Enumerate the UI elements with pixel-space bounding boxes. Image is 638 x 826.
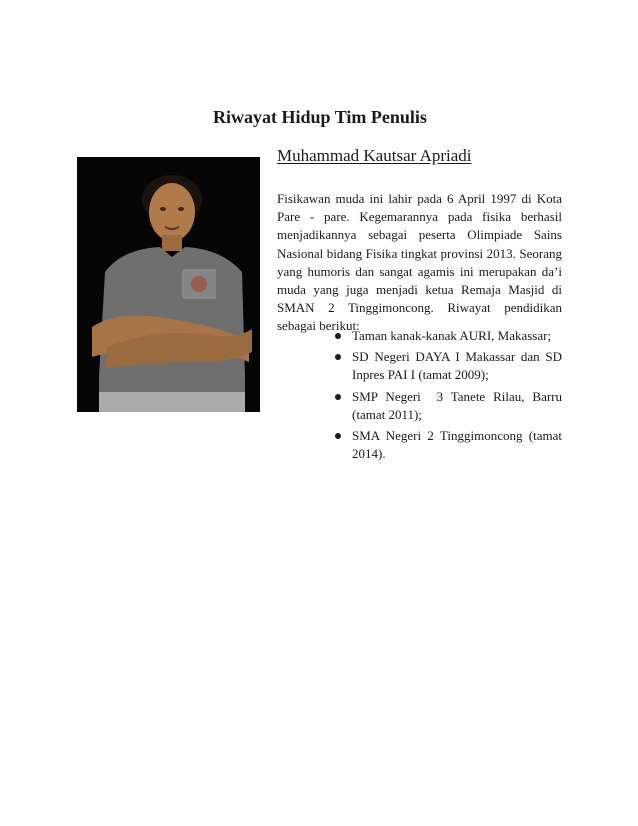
education-list — [332, 327, 566, 466]
bullet-icon — [335, 354, 341, 360]
education-item — [332, 388, 566, 424]
education-item-text: SMA Negeri 2 Tinggimoncong (tamat 2014). — [352, 428, 562, 462]
education-item-text: SMP Negeri 3 Tanete Rilau, Barru (tamat 2011); — [352, 388, 566, 422]
education-item — [332, 327, 562, 345]
page-title: Riwayat Hidup Tim Penulis — [213, 107, 427, 127]
education-item — [332, 348, 562, 384]
author-portrait-illustration — [77, 157, 260, 412]
bullet-icon — [335, 433, 341, 439]
education-item — [332, 427, 562, 463]
author-bio: Fisikawan muda ini lahir pada 6 April 1997 di Kota Pare - pare. Kegemarannya pada fisika berhasil menjadikannya sebagai peserta Olimpiade Sains Nasional bidang Fisika tingkat provinsi 2013. Seorang yang humoris dan sangat agamis ini merupakan da’i muda yang juga menjadi ketua Remaja Masjid di SMAN 2 Tinggimoncong. Riwayat pendidikan sebagai berikut: — [277, 191, 562, 334]
author-photo — [77, 157, 260, 412]
author-name: Muhammad Kautsar Apriadi — [277, 146, 472, 165]
bullet-icon — [335, 333, 341, 339]
bullet-icon — [335, 394, 341, 400]
education-item-text: SD Negeri DAYA I Makassar dan SD Inpres PAI I (tamat 2009); — [352, 349, 562, 383]
education-item-text: Taman kanak-kanak AURI, Makassar; — [352, 328, 552, 343]
